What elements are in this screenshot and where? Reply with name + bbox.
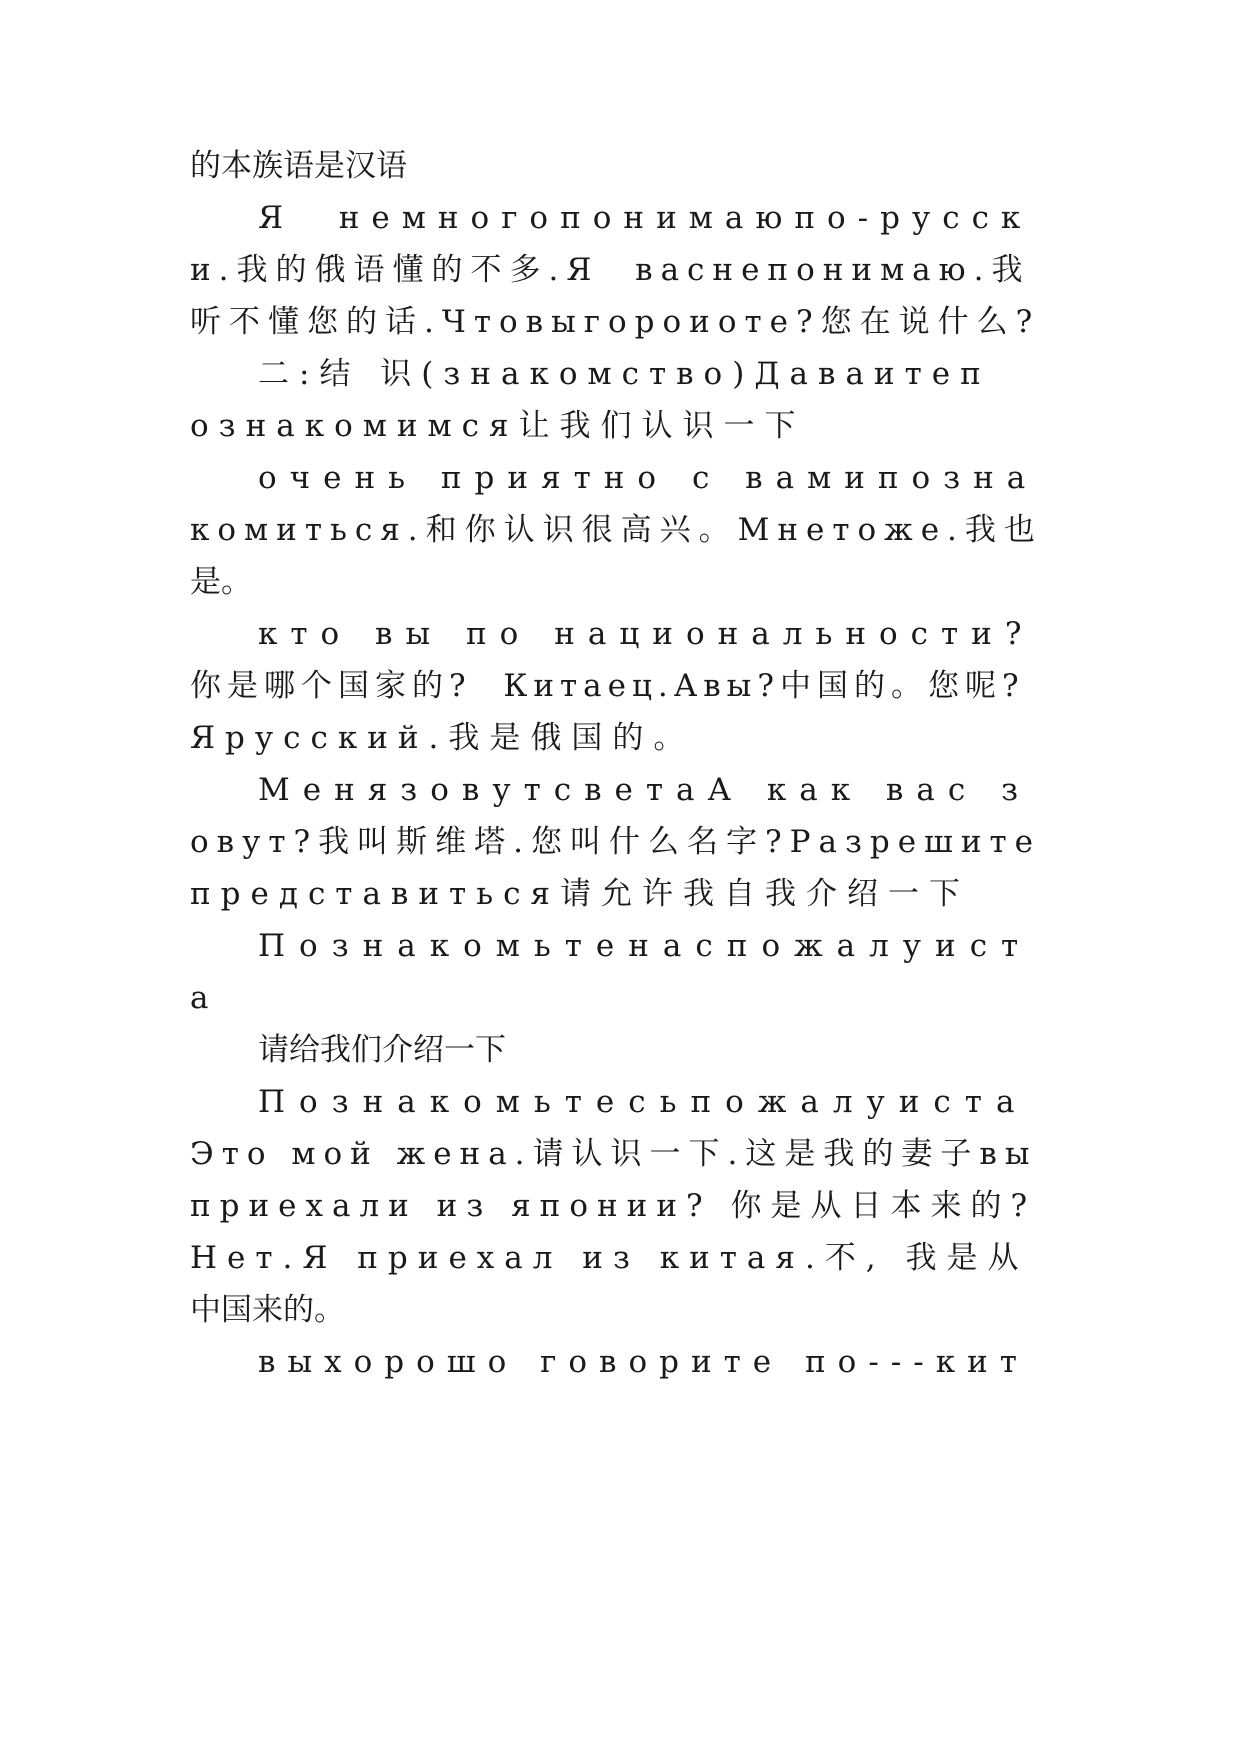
text-line: 二:结 识(знакомство)Даваитеп <box>258 356 991 392</box>
text-line: 请给我们介绍一下 <box>258 1032 506 1068</box>
text-line: а <box>190 980 209 1016</box>
text-line: Ярусский.我是俄国的。 <box>190 720 695 756</box>
text-line: кто вы по национальности? <box>258 616 1035 652</box>
text-line: Я немногопонимаюпо-русск <box>258 200 1033 236</box>
text-line: представиться请允许我自我介绍一下 <box>190 876 970 912</box>
text-line: 是。 <box>190 564 252 600</box>
text-line: Это мой жена.请认识一下.这是我的妻子вы <box>190 1136 1038 1172</box>
text-line: 听不懂您的话.Чтовыгороиоте?您在说什么? <box>190 304 1041 340</box>
text-line: выхорошо говорите по---кит <box>258 1344 1029 1380</box>
text-line: Познакомьтенаспожалуист <box>258 928 1033 964</box>
text-line: Нет.Я приехал из китая.不, 我是从 <box>190 1240 1029 1276</box>
text-line: овут?我叫斯维塔.您叫什么名字?Разрешите <box>190 824 1042 860</box>
text-line: 的本族语是汉语 <box>190 148 407 184</box>
text-line: приехали из японии? 你是从日本来的? <box>190 1188 1037 1224</box>
text-line: и.我的俄语懂的不多.Я васнепонимаю.我 <box>190 252 1031 288</box>
text-line: Познакомьтесьпожалуиста <box>258 1084 1029 1120</box>
text-line: очень приятно с вамипозна <box>258 460 1039 496</box>
text-line: ознакомимся让我们认识一下 <box>190 408 806 444</box>
text-line: МенязовутсветаА как вас з <box>258 772 1031 808</box>
text-line: 你是哪个国家的? Китаец.Авы?中国的。您呢? <box>190 668 1025 704</box>
text-line: 中国来的。 <box>190 1292 345 1328</box>
text-line: комиться.和你认识很高兴。Мнетоже.我也 <box>190 512 1043 548</box>
